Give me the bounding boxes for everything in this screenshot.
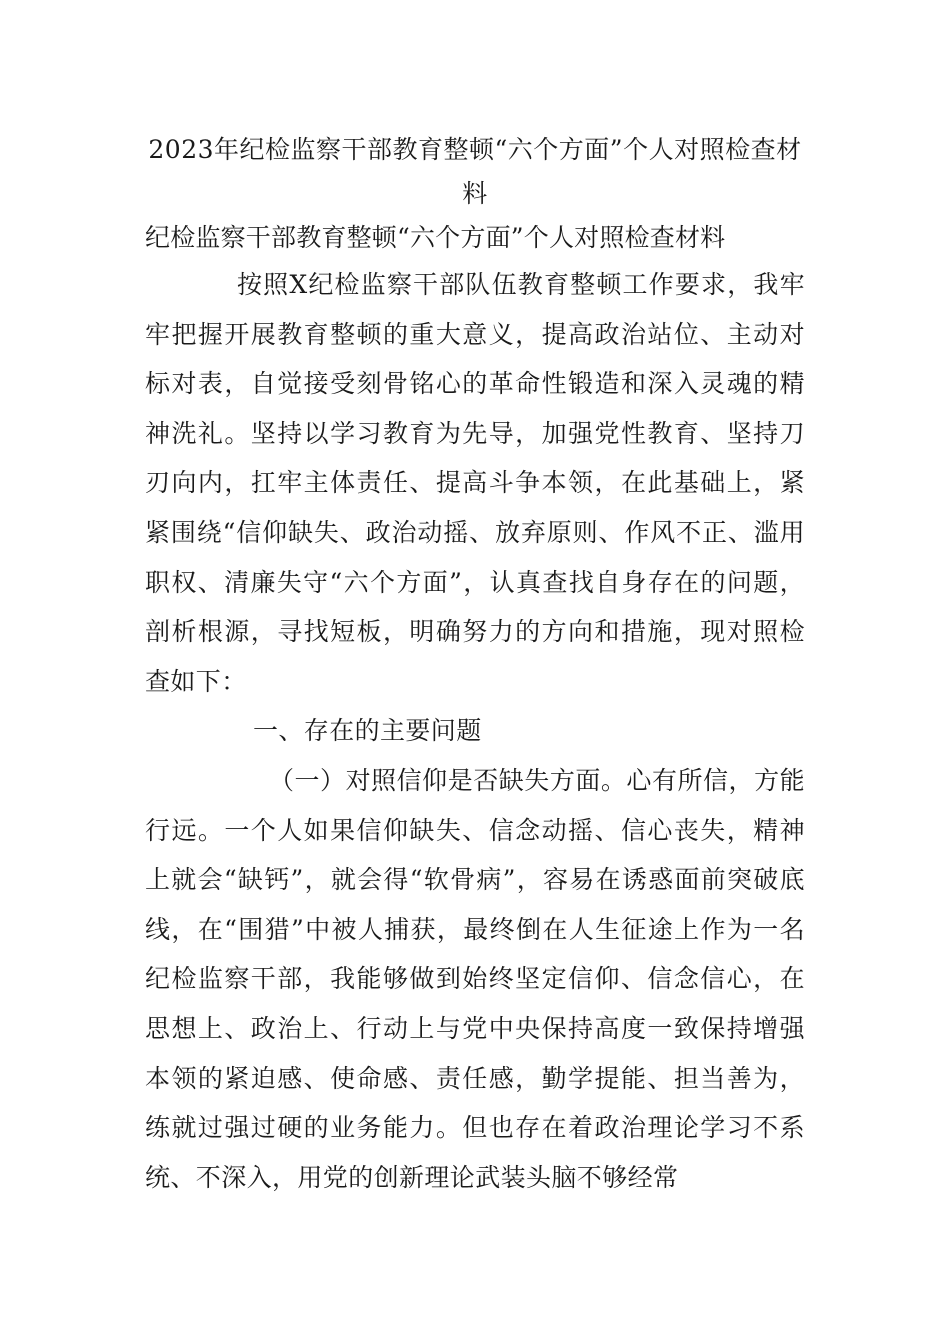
document-title: 2023年纪检监察干部教育整顿“六个方面”个人对照检查材料 xyxy=(148,135,802,208)
section-heading: 一、存在的主要问题 xyxy=(253,716,482,746)
intro-paragraph: 按照X纪检监察干部队伍教育整顿工作要求，我牢牢把握开展教育整顿的重大意义，提高政治站位、主动对标对表，自觉接受刻骨铭心的革命性锻造和深入灵魂的精神洗礼。坚持以学习教育为先导，加强党性教育、坚持刀刃向内，扛牢主体责任、提高斗争本领，在此基础上，紧紧围绕“信仰缺失、政治动摇、放弃原则、作风不正、滥用职权、清廉失守“六个方面”，认真查找自身存在的问题，剖析根源，寻找短板，明确努力的方向和措施，现对照检查如下： xyxy=(145,270,805,696)
subsection-paragraph: （一）对照信仰是否缺失方面。心有所信，方能行远。一个人如果信仰缺失、信念动摇、信心丧失，精神上就会“缺钙”，就会得“软骨病”，容易在诱惑面前突破底线，在“围猎”中被人捕获，最终倒在人生征途上作为一名纪检监察干部，我能够做到始终坚定信仰、信念信心，在思想上、政治上、行动上与党中央保持高度一致保持增强本领的紧迫感、使命感、责任感，勤学提能、担当善为，练就过强过硬的业务能力。但也存在着政治理论学习不系统、不深入，用党的创新理论武装头脑不够经常 xyxy=(145,765,805,1192)
document-subtitle: 纪检监察干部教育整顿“六个方面”个人对照检查材料 xyxy=(145,223,726,252)
